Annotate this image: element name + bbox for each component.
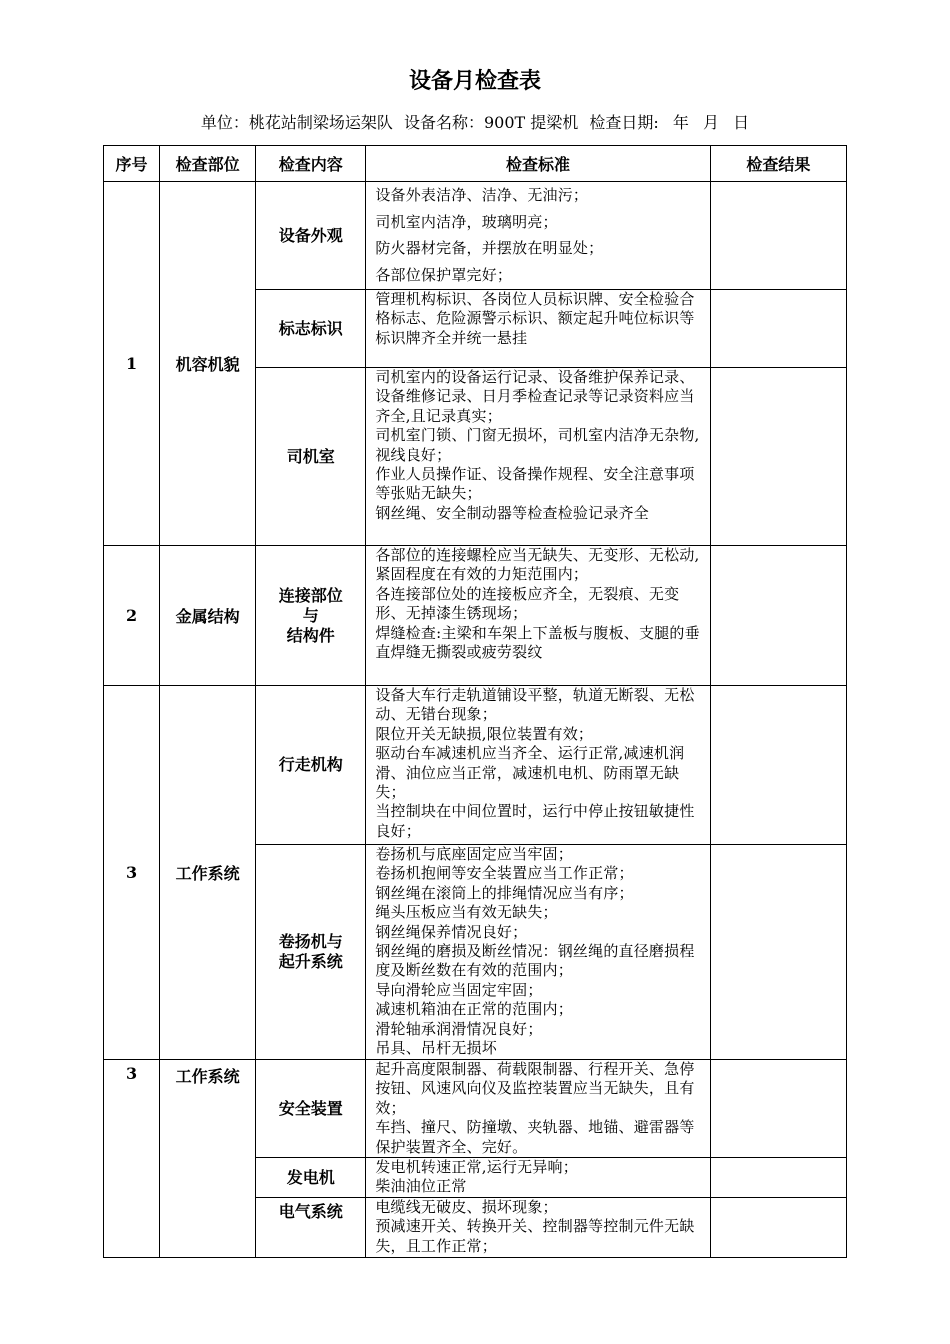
check-standard: 管理机构标识、各岗位人员标识牌、安全检验合格标志、危险源警示标识、额定起升吨位标识等标识牌齐全并统一悬挂 bbox=[366, 290, 710, 368]
inspection-table bbox=[103, 145, 847, 1258]
equipment-label: 设备名称：900T 提梁机 bbox=[403, 113, 579, 132]
table-header-row bbox=[104, 146, 847, 182]
check-standard: 设备大车行走轨道铺设平整，轨道无断裂、无松动、无错台现象； 限位开关无缺损,限位装置有效； 驱动台车减速机应当齐全、运行正常,减速机润滑、油位应当正常，减速机电机、防雨罩无缺失； 当控制块在中间位置时，运行中停止按钮敏捷性良好； bbox=[366, 686, 710, 845]
check-part: 工作系统 bbox=[160, 1060, 256, 1258]
row-number: 3 bbox=[104, 1060, 160, 1258]
header-cell: 序号 bbox=[104, 146, 160, 182]
table-row bbox=[104, 1060, 847, 1158]
header-cell: 检查标准 bbox=[366, 146, 710, 182]
check-item: 司机室 bbox=[256, 368, 366, 546]
month-label: 月 bbox=[703, 113, 720, 132]
check-item: 连接部位 与 结构件 bbox=[256, 546, 366, 686]
check-result-cell[interactable] bbox=[710, 686, 846, 845]
row-number: 3 bbox=[104, 686, 160, 1060]
row-number: 2 bbox=[104, 546, 160, 686]
check-item: 设备外观 bbox=[256, 182, 366, 290]
check-item: 发电机 bbox=[256, 1158, 366, 1198]
header-cell: 检查部位 bbox=[160, 146, 256, 182]
check-standard: 司机室内的设备运行记录、设备维护保养记录、设备维修记录、日月季检查记录等记录资料应当齐全,且记录真实； 司机室门锁、门窗无损坏，司机室内洁净无杂物,视线良好； 作业人员操作证、设备操作规程、安全注意事项等张贴无缺失； 钢丝绳、安全制动器等检查检验记录齐全 bbox=[366, 368, 710, 546]
check-result-cell[interactable] bbox=[710, 546, 846, 686]
check-part: 机容机貌 bbox=[160, 182, 256, 546]
check-item: 电气系统 bbox=[256, 1198, 366, 1258]
subtitle bbox=[0, 110, 950, 133]
table-row bbox=[104, 686, 847, 845]
check-item: 行走机构 bbox=[256, 686, 366, 845]
check-item: 标志标识 bbox=[256, 290, 366, 368]
check-result-cell[interactable] bbox=[710, 182, 846, 290]
check-result-cell[interactable] bbox=[710, 1158, 846, 1198]
header-cell: 检查结果 bbox=[710, 146, 846, 182]
table-row bbox=[104, 182, 847, 290]
check-result-cell[interactable] bbox=[710, 1060, 846, 1158]
check-item: 卷扬机与 起升系统 bbox=[256, 845, 366, 1060]
year-label: 年 bbox=[672, 113, 689, 132]
check-standard: 发电机转速正常,运行无异响； 柴油油位正常 bbox=[366, 1158, 710, 1198]
check-standard: 电缆线无破皮、损坏现象； 预减速开关、转换开关、控制器等控制元件无缺失，且工作正常； bbox=[366, 1198, 710, 1258]
check-standard: 起升高度限制器、荷载限制器、行程开关、急停按钮、风速风向仪及监控装置应当无缺失，且有效； 车挡、撞尺、防撞墩、夹轨器、地锚、避雷器等保护装置齐全、完好。 bbox=[366, 1060, 710, 1158]
header-cell: 检查内容 bbox=[256, 146, 366, 182]
check-standard: 设备外表洁净、洁净、无油污； 司机室内洁净，玻璃明亮； 防火器材完备，并摆放在明显处； 各部位保护罩完好； bbox=[366, 182, 710, 290]
check-result-cell[interactable] bbox=[710, 368, 846, 546]
check-standard: 卷扬机与底座固定应当牢固； 卷扬机抱闸等安全装置应当工作正常； 钢丝绳在滚筒上的排绳情况应当有序； 绳头压板应当有效无缺失； 钢丝绳保养情况良好； 钢丝绳的磨损及断丝情况：钢丝绳的直径磨损程度及断丝数在有效的范围内； 导向滑轮应当固定牢固； 减速机箱油在正常的范围内； 滑轮轴承润滑情况良好； 吊具、吊杆无损坏 bbox=[366, 845, 710, 1060]
check-standard: 各部位的连接螺栓应当无缺失、无变形、无松动,紧固程度在有效的力矩范围内； 各连接部位处的连接板应齐全，无裂痕、无变形、无掉漆生锈现场； 焊缝检查:主梁和车架上下盖板与腹板、支腿的垂直焊缝无撕裂或疲劳裂纹 bbox=[366, 546, 710, 686]
check-result-cell[interactable] bbox=[710, 1198, 846, 1258]
page-title: 设备月检查表 bbox=[408, 69, 541, 94]
day-label: 日 bbox=[733, 113, 750, 132]
check-part: 金属结构 bbox=[160, 546, 256, 686]
unit-label: 单位：桃花站制梁场运架队 bbox=[200, 113, 393, 132]
table-row bbox=[104, 546, 847, 686]
row-number: 1 bbox=[104, 182, 160, 546]
date-label: 检查日期: bbox=[589, 113, 659, 132]
check-result-cell[interactable] bbox=[710, 290, 846, 368]
check-result-cell[interactable] bbox=[710, 845, 846, 1060]
check-item: 安全装置 bbox=[256, 1060, 366, 1158]
check-part: 工作系统 bbox=[160, 686, 256, 1060]
